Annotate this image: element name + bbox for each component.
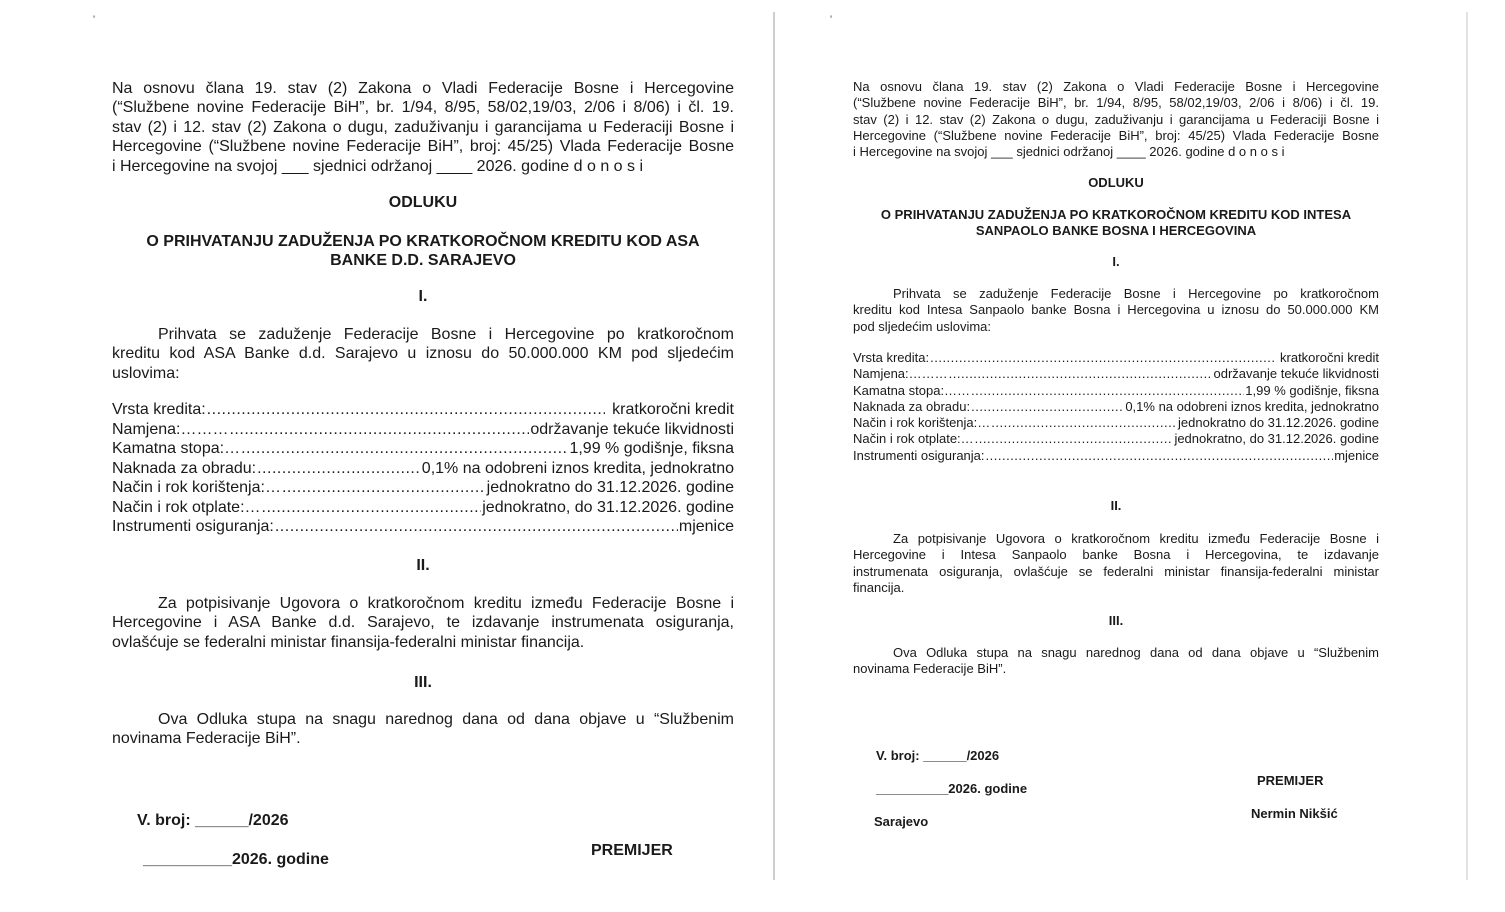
preamble-line: Hercegovine (“Službene novine Federacije BiH”, broj: 45/25) Vlada Federacije Bosne (112, 138, 734, 156)
preamble-line: Na osnovu člana 19. stav (2) Zakona o Vladi Federacije Bosne i Hercegovine (112, 80, 734, 97)
paragraph-line: financija. (853, 579, 905, 595)
section-1-text (112, 325, 734, 383)
term-label: Kamatna stopa:… (112, 440, 241, 457)
section-3-text (853, 645, 1379, 678)
paragraph-line: Za potpisivanje Ugovora o kratkoročnom kreditu između Federacije Bosne i (893, 531, 1379, 546)
signatory-title: PREMIJER (591, 842, 673, 859)
paragraph-line: uslovima: (112, 364, 180, 382)
paragraph-line: kreditu kod ASA Banke d.d. Sarajevo u iznosu do 50.000.000 KM pod sljedećim (112, 345, 734, 363)
term-row (853, 383, 1379, 399)
paragraph-line: instrumenata osiguranja, ovlašćuje se federalni ministar finansija-federalni ministar (853, 563, 1379, 579)
term-label: Vrsta kredita: (112, 401, 206, 418)
paragraph-line: Ova Odluka stupa na snagu narednog dana od dana objave u “Službenim (158, 711, 734, 728)
preamble-line: i Hercegovine na svojoj ___ sjednici održanoj ____ 2026. godine d o n o s i (853, 144, 1285, 160)
term-value: jednokratno, do 31.12.2026. godine (482, 498, 734, 516)
term-label: Namjena:……… (853, 366, 948, 382)
term-label: Namjena:……… (112, 420, 229, 438)
term-row (112, 498, 734, 518)
scan-mark: ' (830, 14, 833, 26)
term-value: jednokratno, do 31.12.2026. godine (1174, 431, 1379, 447)
paragraph-line: Prihvata se zaduženje Federacije Bosne i Hercegovine po kratkoročnom (893, 286, 1379, 301)
term-row (853, 366, 1379, 382)
term-value: mjenice (678, 518, 734, 535)
section-3-text (112, 710, 734, 749)
document-title: ODLUKU (388, 194, 458, 211)
page-edge (1466, 12, 1468, 880)
document-subtitle (112, 232, 734, 271)
paragraph-line: Ova Odluka stupa na snagu narednog dana od dana objave u “Službenim (893, 645, 1379, 660)
preamble-line: (“Službene novine Federacije BiH”, br. 1/94, 8/95, 58/02,19/03, 2/06 i 8/06) i čl. 19. (853, 95, 1379, 111)
preamble-line: (“Službene novine Federacije BiH”, br. 1/94, 8/95, 58/02,19/03, 2/06 i 8/06) i čl. 19. (112, 99, 734, 117)
signatory-name: Nermin Nikšić (1251, 806, 1338, 821)
preamble-line: stav (2) i 12. stav (2) Zakona o dugu, zaduživanju i garancijama u Federaciji Bosne i (112, 118, 734, 136)
preamble-line: Hercegovine (“Službene novine Federacije BiH”, broj: 45/25) Vlada Federacije Bosne (853, 127, 1379, 143)
preamble-line: Na osnovu člana 19. stav (2) Zakona o Vladi Federacije Bosne i Hercegovine (853, 79, 1379, 94)
term-value: 0,1% na odobreni iznos kredita, jednokratno (421, 459, 734, 477)
preamble-line: stav (2) i 12. stav (2) Zakona o dugu, zaduživanju i garancijama u Federaciji Bosne i (853, 111, 1379, 127)
term-value: kratkoročni kredit (1280, 350, 1379, 365)
section-heading-1: I. (1112, 254, 1120, 269)
term-value: 0,1% na odobreni iznos kredita, jednokratno (1125, 398, 1379, 414)
section-1-text (853, 286, 1379, 335)
paragraph-line: pod sljedećim uslovima: (853, 318, 992, 334)
paragraph-line: novinama Federacije BiH”. (112, 730, 301, 748)
term-value: kratkoročni kredit (612, 401, 734, 418)
term-row (112, 459, 734, 479)
term-label: Instrumenti osiguranja: (112, 518, 274, 535)
term-row (853, 415, 1379, 431)
loan-terms-list (853, 350, 1379, 464)
page-divider (773, 12, 775, 880)
term-row (853, 350, 1379, 366)
document-number: V. broj: ______/2026 (876, 748, 1000, 763)
term-row (853, 399, 1379, 415)
term-label: Vrsta kredita: (853, 350, 930, 365)
term-label: Kamatna stopa:…… (853, 382, 971, 398)
term-value: održavanje tekuće likvidnosti (1213, 366, 1379, 382)
subtitle-line: O PRIHVATANJU ZADUŽENJA PO KRATKOROČNOM KREDITU KOD INTESA (880, 207, 1352, 222)
term-row (112, 478, 734, 498)
loan-terms-list (112, 400, 734, 537)
term-label: Naknada za obradu: (112, 459, 257, 477)
document-title: ODLUKU (1088, 175, 1144, 190)
term-row (112, 517, 734, 537)
term-value: mjenice (1334, 447, 1379, 463)
term-label: Način i rok korištenja:… (112, 479, 281, 496)
preamble (853, 79, 1379, 160)
preamble (112, 79, 734, 176)
document-number: V. broj: ______/2026 (137, 812, 289, 829)
subtitle-line: O PRIHVATANJU ZADUŽENJA PO KRATKOROČNOM KREDITU KOD ASA (146, 233, 700, 250)
paragraph-line: Prihvata se zaduženje Federacije Bosne i Hercegovine po kratkoročnom (158, 326, 734, 343)
term-row (112, 439, 734, 459)
section-heading-3: III. (414, 674, 432, 691)
preamble-line: i Hercegovine na svojoj ___ sjednici održanoj ____ 2026. godine d o n o s i (112, 157, 644, 175)
section-heading-2: II. (1110, 498, 1122, 513)
paragraph-line: kreditu kod Intesa Sanpaolo banke Bosna i Hercegovina u iznosu do 50.000.000 KM (853, 302, 1379, 318)
section-heading-1: I. (418, 288, 428, 305)
term-value: 1,99 % godišnje, fiksna (569, 440, 734, 457)
section-heading-3: III. (1108, 613, 1124, 628)
term-value: održavanje tekuće likvidnosti (530, 420, 734, 438)
document-place: Sarajevo (874, 814, 929, 829)
subtitle-line: SANPAOLO BANKE BOSNA I HERCEGOVINA (975, 223, 1257, 239)
paragraph-line: Hercegovine i ASA Banke d.d. Sarajevo, te izdavanje instrumenata osiguranja, (112, 614, 734, 632)
document-date: __________2026. godine (876, 781, 1028, 796)
document-subtitle (853, 207, 1379, 240)
term-value: jednokratno do 31.12.2026. godine (486, 479, 734, 496)
section-heading-2: II. (416, 557, 430, 574)
term-label: Način i rok otplate:… (853, 431, 974, 447)
scan-mark: ' (93, 14, 96, 26)
signatory-title: PREMIJER (1257, 773, 1324, 788)
term-value: 1,99 % godišnje, fiksna (1245, 382, 1379, 398)
term-label: Način i rok korištenja:… (853, 415, 991, 431)
document-date: __________2026. godine (143, 851, 329, 868)
section-2-text (853, 531, 1379, 596)
term-label: Način i rok otplate:… (112, 498, 261, 516)
term-label: Naknada za obradu: (853, 398, 971, 414)
document-page-intesa (776, 0, 1466, 882)
term-value: jednokratno do 31.12.2026. godine (1178, 415, 1379, 431)
paragraph-line: ovlašćuje se federalni ministar finansija-federalni ministar financija. (112, 633, 585, 651)
term-label: Instrumenti osiguranja: (853, 447, 985, 463)
paragraph-line: Hercegovine i Intesa Sanpaolo banke Bosna i Hercegovina, te izdavanje (853, 547, 1379, 563)
paragraph-line: novinama Federacije BiH”. (853, 661, 1007, 677)
term-row (853, 448, 1379, 464)
term-row (112, 400, 734, 420)
paragraph-line: Za potpisivanje Ugovora o kratkoročnom kreditu između Federacije Bosne i (158, 595, 734, 612)
section-2-text (112, 594, 734, 652)
subtitle-line: BANKE D.D. SARAJEVO (330, 252, 516, 270)
term-row (112, 420, 734, 440)
term-row (853, 431, 1379, 447)
